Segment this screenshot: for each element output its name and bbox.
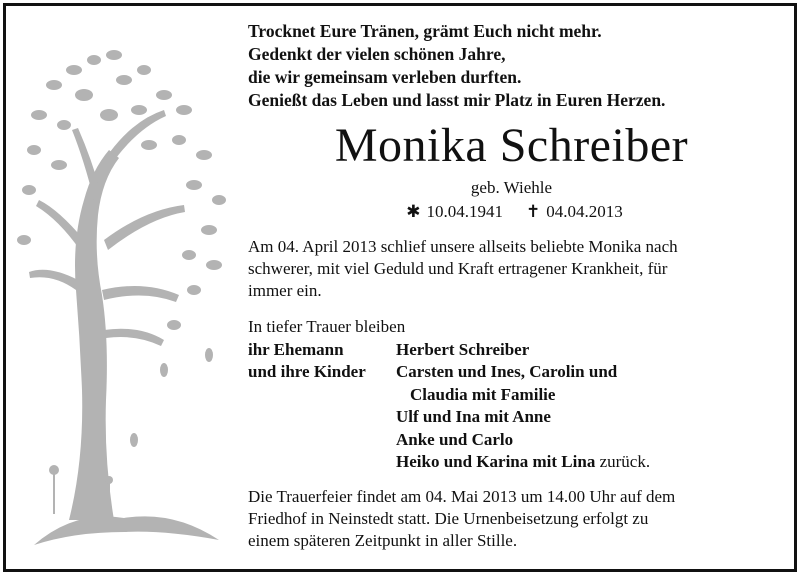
service-line: Friedhof in Neinstedt statt. Die Urnenbeisetzung erfolgt zu [248,508,649,528]
announcement-line: immer ein. [248,281,322,300]
tree-illustration [14,40,244,560]
service-line: Die Trauerfeier findet am 04. Mai 2013 um 14.00 Uhr auf dem [248,486,676,506]
husband-row [248,339,779,362]
announcement-line: Am 04. April 2013 schlief unsere allseits beliebte Monika nach [248,237,678,256]
death-cross-icon: ✝ [526,202,541,221]
children-line: Ulf und Ina mit Anne [396,407,551,426]
mourners [248,316,779,474]
children-line: Heiko und Karina mit Lina [396,452,596,471]
service-line: einem späteren Zeitpunkt in aller Stille. [248,530,518,550]
announcement-line: schwerer, mit viel Geduld und Kraft ertragener Krankheit, für [248,259,668,278]
obituary-frame [3,3,797,572]
poem-line: Gedenkt der vielen schönen Jahre, [248,44,506,64]
birth-date: 10.04.1941 [426,202,503,221]
service-info [248,486,779,552]
mourners-intro: In tiefer Trauer bleiben [248,317,406,336]
children-line: Claudia mit Familie [410,384,556,404]
children-label: und ihre Kinder [248,362,366,381]
children-last-line [248,451,779,474]
poem-line: Genießt das Leben und lasst mir Platz in Euren Herzen. [248,90,666,110]
children-row [248,361,779,384]
born-name: geb. Wiehle [470,178,553,197]
deceased-name: Monika Schreiber [334,119,689,172]
husband-label: ihr Ehemann [248,339,344,359]
poem [248,20,779,112]
poem-line: Trocknet Eure Tränen, grämt Euch nicht mehr. [248,21,602,41]
death-date: 04.04.2013 [546,202,623,221]
children-line: Anke und Carlo [396,429,514,449]
birth-star-icon: ✱ [406,202,421,221]
children-line: Carsten und Ines, Carolin und [396,362,618,381]
life-dates [244,202,779,222]
poem-line: die wir gemeinsam verleben durften. [248,67,522,87]
announcement [248,236,779,302]
obituary-text [244,12,779,552]
closing-word: zurück. [595,452,651,471]
husband-name: Herbert Schreiber [396,339,530,359]
